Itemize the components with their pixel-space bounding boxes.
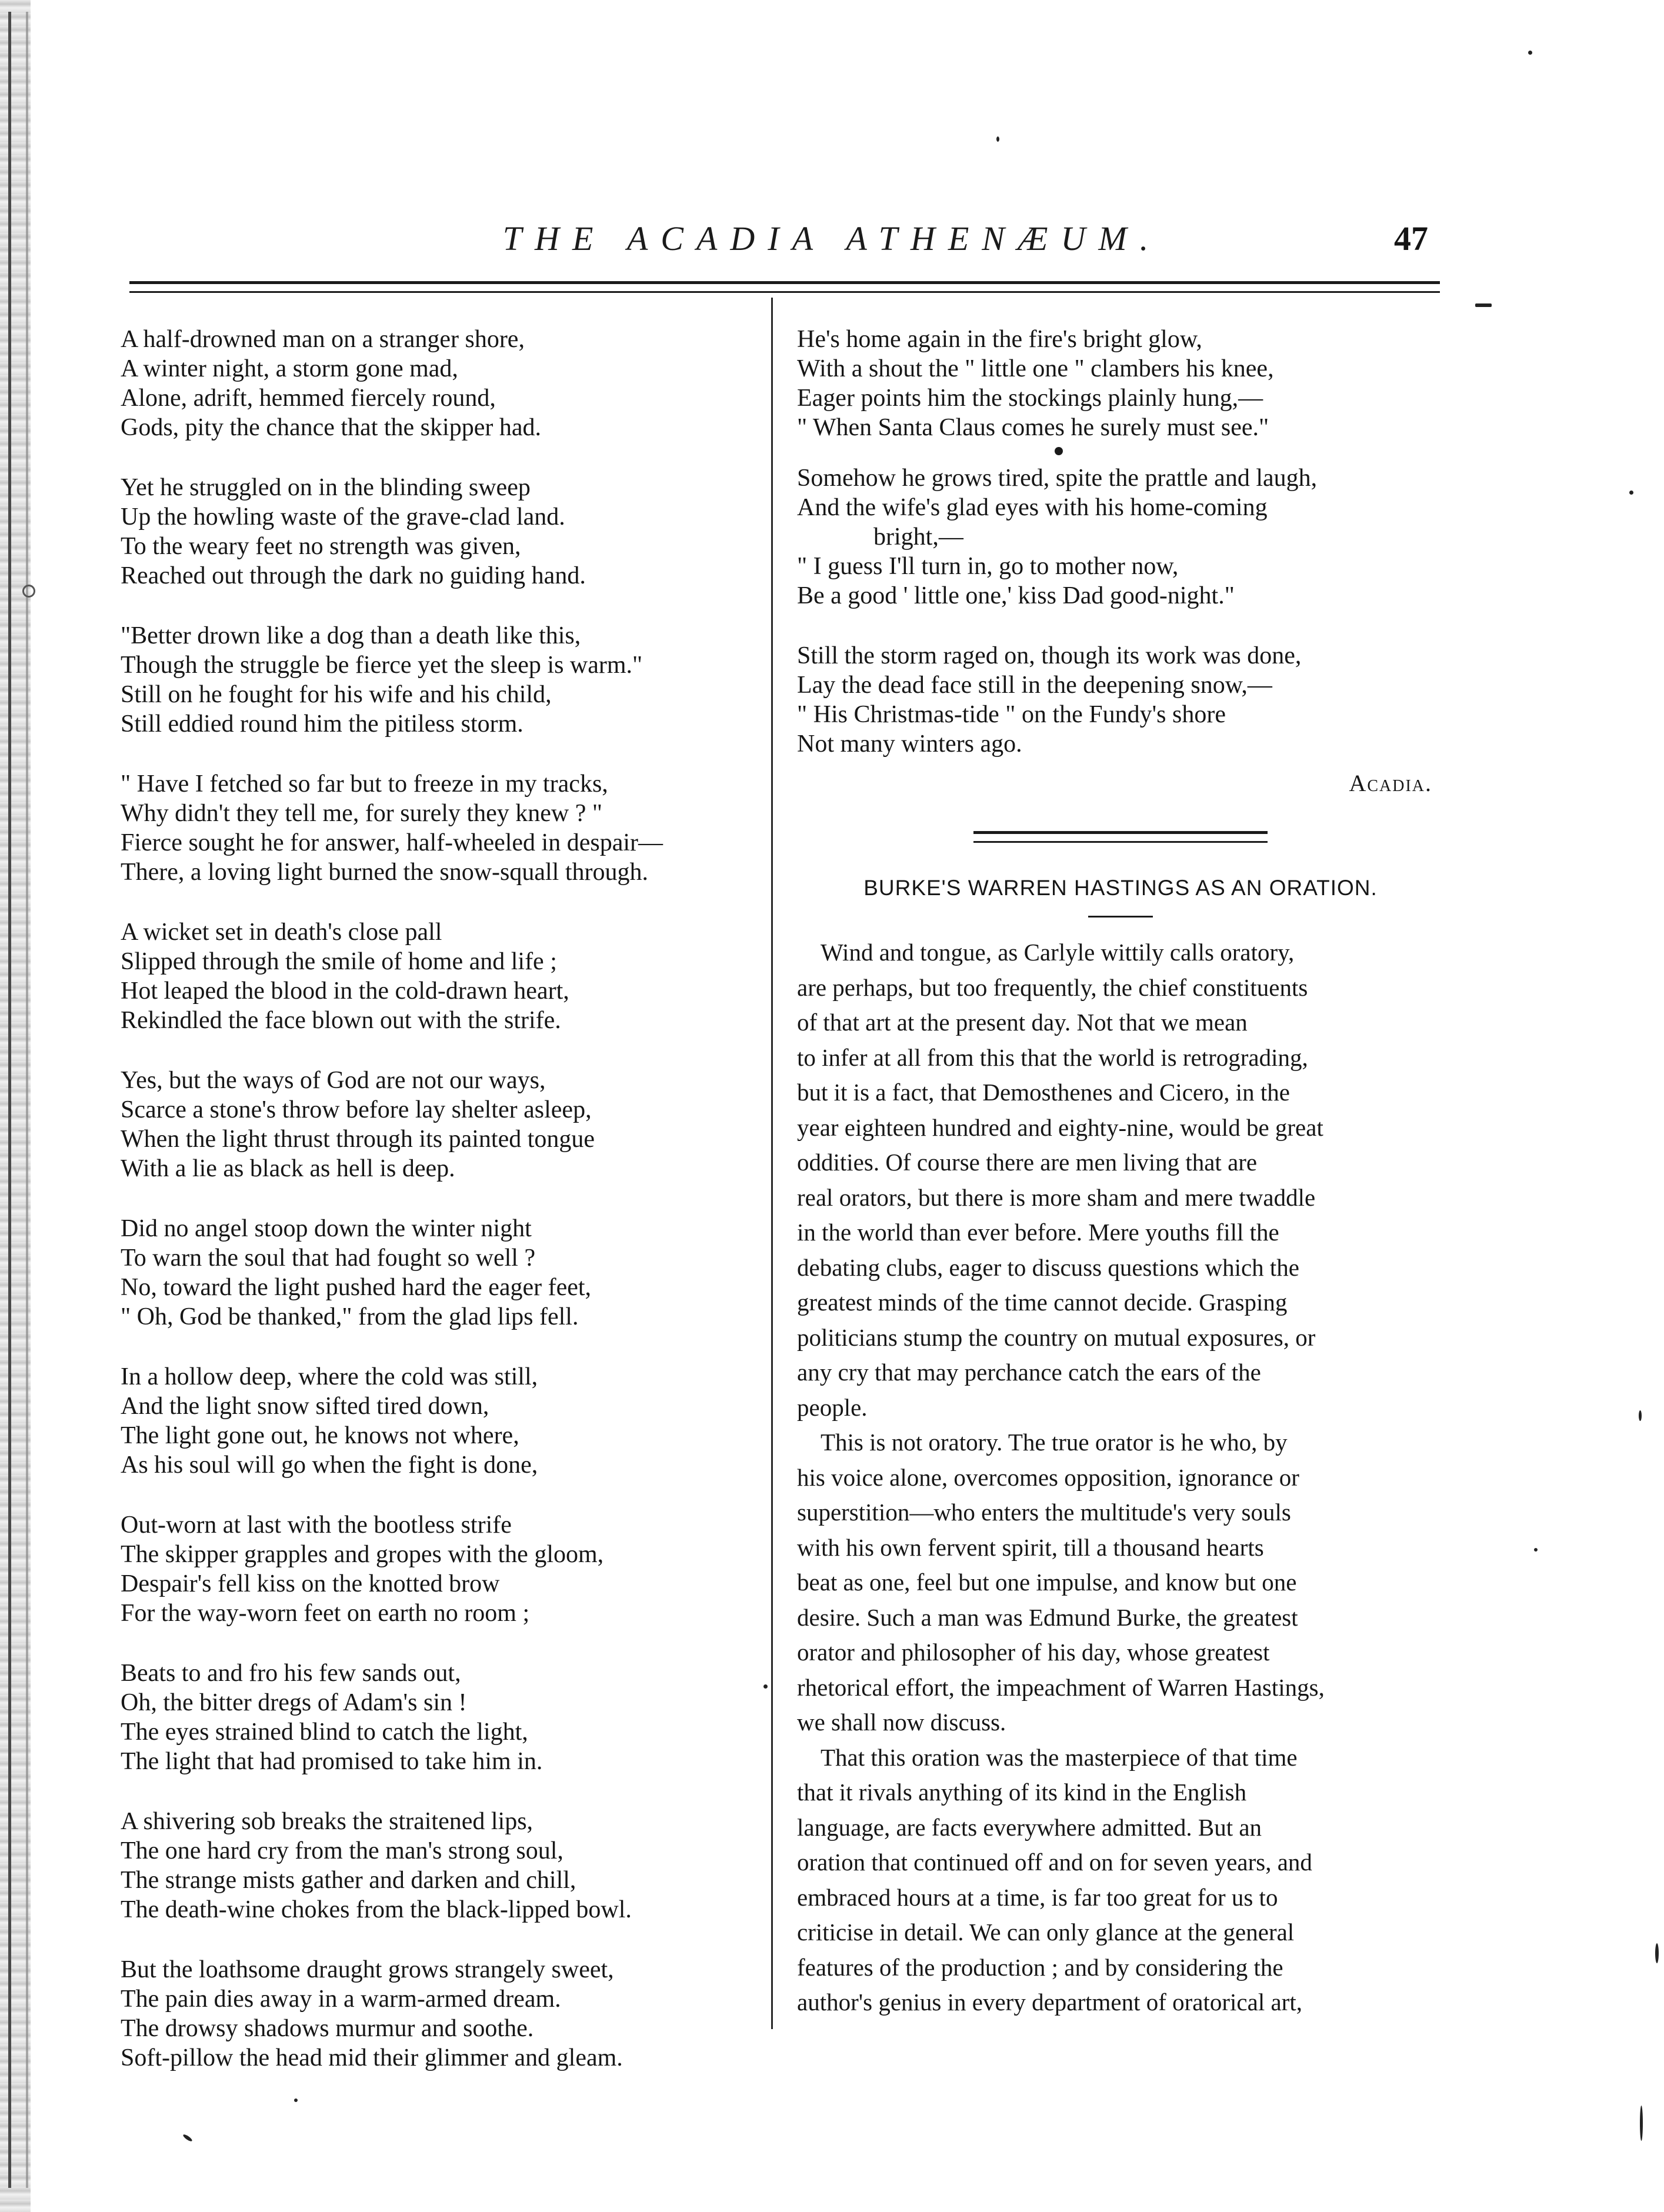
poem-line: " I guess I'll turn in, go to mother now, xyxy=(797,553,1179,580)
poem-line: The strange mists gather and darken and chill, xyxy=(121,1867,576,1894)
article-line: features of the production ; and by considering the xyxy=(797,1953,1283,1981)
article-line: criticise in detail. We can only glance at the general xyxy=(797,1919,1295,1946)
poem-line: Not many winters ago. xyxy=(797,730,1022,758)
poem-line: Be a good ' little one,' kiss Dad good-night." xyxy=(797,582,1235,609)
poem-line: Still eddied round him the pitiless storm. xyxy=(121,710,523,738)
poem-stanza xyxy=(121,918,762,1035)
poem-stanza xyxy=(121,769,762,887)
poem-stanza xyxy=(121,1807,762,1924)
article-line: to infer at all from this that the world is retrograding, xyxy=(797,1043,1308,1071)
article-line: his voice alone, overcomes opposition, ignorance or xyxy=(797,1463,1299,1491)
poem-line: " His Christmas-tide " on the Fundy's shore xyxy=(797,701,1226,728)
article-line: author's genius in every department of oratorical art, xyxy=(797,1989,1302,2016)
scan-speck xyxy=(182,2133,193,2142)
poem-line: No, toward the light pushed hard the eager feet, xyxy=(121,1274,592,1301)
article-line: greatest minds of the time cannot decide. Grasping xyxy=(797,1289,1288,1316)
article-title: BURKE'S WARREN HASTINGS AS AN ORATION. xyxy=(863,876,1378,900)
binding-hole-mark xyxy=(22,585,35,598)
poem-stanza xyxy=(121,325,762,442)
article-line: year eighteen hundred and eighty-nine, would be great xyxy=(797,1113,1323,1141)
poem-line: " When Santa Claus comes he surely must see." xyxy=(797,414,1269,441)
poem-line: The drowsy shadows murmur and soothe. xyxy=(121,2015,534,2042)
poem-line: With a lie as black as hell is deep. xyxy=(121,1155,455,1182)
scan-speck xyxy=(1655,1943,1659,1963)
poem-stanza xyxy=(121,1659,762,1776)
poem-line: When the light thrust through its painted tongue xyxy=(121,1126,595,1153)
poem-line: In a hollow deep, where the cold was still, xyxy=(121,1363,538,1390)
article-line: oddities. Of course there are men living that are xyxy=(797,1149,1258,1176)
poem-line: As his soul will go when the fight is done, xyxy=(121,1452,538,1479)
poem-line: To warn the soul that had fought so well ? xyxy=(121,1245,536,1272)
poem-line: Yes, but the ways of God are not our ways, xyxy=(121,1067,546,1094)
right-column xyxy=(797,325,1444,2020)
poem-stanza xyxy=(797,325,1444,442)
poem-line: bright,— xyxy=(873,523,963,551)
poem-line: The skipper grapples and gropes with the gloom, xyxy=(121,1541,604,1568)
poem-line: Did no angel stoop down the winter night xyxy=(121,1215,532,1242)
scan-edge-line xyxy=(8,12,11,2188)
poem-line: Out-worn at last with the bootless strife xyxy=(121,1512,512,1539)
article-line: This is not oratory. The true orator is he who, by xyxy=(821,1429,1288,1456)
poem-line: " Have I fetched so far but to freeze in my tracks, xyxy=(121,770,608,798)
poem-line: Alone, adrift, hemmed fiercely round, xyxy=(121,385,496,412)
running-title: THE ACADIA ATHENÆUM. xyxy=(502,219,1162,258)
article-line: superstition—who enters the multitude's very souls xyxy=(797,1499,1291,1526)
poem-line: Reached out through the dark no guiding hand. xyxy=(121,562,586,589)
article-line: rhetorical effort, the impeachment of Warren Hastings, xyxy=(797,1673,1325,1701)
poem-line: For the way-worn feet on earth no room ; xyxy=(121,1600,530,1627)
poem-stanza xyxy=(121,1510,762,1628)
scan-speck xyxy=(763,1684,768,1689)
poem-line: Though the struggle be fierce yet the sleep is warm." xyxy=(121,652,643,679)
article-line: embraced hours at a time, is far too great for us to xyxy=(797,1883,1278,1911)
poem-line: Scarce a stone's throw before lay shelter asleep, xyxy=(121,1096,592,1123)
poem-stanza xyxy=(121,1955,762,2073)
poem-line: Hot leaped the blood in the cold-drawn heart, xyxy=(121,977,569,1005)
poem-line: And the light snow sifted tired down, xyxy=(121,1393,489,1420)
poem-line: But the loathsome draught grows strangely sweet, xyxy=(121,1956,614,1983)
article-line: with his own fervent spirit, till a thousand hearts xyxy=(797,1533,1264,1561)
poem-line: Eager points him the stockings plainly hung,— xyxy=(797,385,1263,412)
article-line: politicians stump the country on mutual exposures, or xyxy=(797,1323,1316,1351)
poem-line: Despair's fell kiss on the knotted brow xyxy=(121,1570,500,1597)
section-dot xyxy=(797,442,1444,463)
article-line: people. xyxy=(797,1393,868,1421)
poem-line: Soft-pillow the head mid their glimmer and gleam. xyxy=(121,2044,623,2071)
poem-stanza xyxy=(797,641,1444,759)
poem-line: Slipped through the smile of home and life ; xyxy=(121,948,557,975)
article-line: real orators, but there is more sham and mere twaddle xyxy=(797,1183,1316,1211)
poem-stanza xyxy=(797,463,1444,610)
scan-speck xyxy=(1629,491,1633,495)
article-line: language, are facts everywhere admitted. But an xyxy=(797,1813,1262,1841)
poem-line: Gods, pity the chance that the skipper had. xyxy=(121,414,541,441)
article-line: beat as one, feel but one impulse, and know but one xyxy=(797,1569,1297,1596)
article-line: That this oration was the masterpiece of that time xyxy=(821,1743,1298,1771)
header-rule xyxy=(129,291,1440,293)
poem-line: Still on he fought for his wife and his child, xyxy=(121,681,552,708)
poem-line: " Oh, God be thanked," from the glad lips fell. xyxy=(121,1303,579,1330)
poem-line: Beats to and fro his few sands out, xyxy=(121,1660,461,1687)
article-line: of that art at the present day. Not that we mean xyxy=(797,1009,1248,1036)
poem-line: The light that had promised to take him in. xyxy=(121,1748,543,1775)
poem-line: The one hard cry from the man's strong soul, xyxy=(121,1837,563,1864)
poem-line: With a shout the " little one " clambers his knee, xyxy=(797,355,1274,382)
poem-line: A half-drowned man on a stranger shore, xyxy=(121,326,525,353)
poem-line: The death-wine chokes from the black-lipped bowl. xyxy=(121,1896,632,1923)
column-divider xyxy=(771,298,773,2029)
poem-line: The eyes strained blind to catch the light, xyxy=(121,1719,528,1746)
section-rule xyxy=(973,841,1268,843)
section-rule xyxy=(973,831,1268,834)
poem-line: Fierce sought he for answer, half-wheeled in despair— xyxy=(121,829,663,856)
poem-line: There, a loving light burned the snow-squall through. xyxy=(121,859,648,886)
scan-speck xyxy=(1640,2106,1643,2141)
article-line: oration that continued off and on for seven years, and xyxy=(797,1849,1312,1876)
poem-stanza xyxy=(121,1362,762,1480)
poem-line: A wicket set in death's close pall xyxy=(121,919,442,946)
poem-line: Up the howling waste of the grave-clad land. xyxy=(121,503,565,531)
poem-signature: Acadia. xyxy=(1349,770,1432,796)
poem-line: Why didn't they tell me, for surely they knew ? " xyxy=(121,800,602,827)
article-line: orator and philosopher of his day, whose greatest xyxy=(797,1639,1270,1666)
scan-speck xyxy=(1639,1410,1642,1421)
scan-edge-line xyxy=(26,12,28,2188)
article-line: Wind and tongue, as Carlyle wittily calls oratory, xyxy=(821,939,1295,966)
article-line: but it is a fact, that Demosthenes and Cicero, in the xyxy=(797,1079,1290,1106)
scan-speck xyxy=(1475,303,1492,307)
article-line: in the world than ever before. Mere youths fill the xyxy=(797,1219,1279,1246)
poem-line: Somehow he grows tired, spite the prattle and laugh, xyxy=(797,465,1318,492)
article-line: desire. Such a man was Edmund Burke, the greatest xyxy=(797,1603,1298,1631)
left-column xyxy=(121,325,762,2103)
poem-line: He's home again in the fire's bright glow, xyxy=(797,326,1202,353)
header-rule xyxy=(129,281,1440,284)
poem-line: The pain dies away in a warm-armed dream. xyxy=(121,1986,561,2013)
page-number: 47 xyxy=(1394,219,1428,258)
scan-speck xyxy=(1534,1548,1538,1552)
poem-line: Rekindled the face blown out with the strife. xyxy=(121,1007,561,1034)
poem-line: "Better drown like a dog than a death like this, xyxy=(121,622,581,649)
poem-line: Lay the dead face still in the deepening snow,— xyxy=(797,672,1272,699)
article-line: that it rivals anything of its kind in the English xyxy=(797,1779,1247,1806)
scan-speck xyxy=(996,136,999,142)
poem-stanza xyxy=(121,1214,762,1332)
scan-speck xyxy=(1528,51,1532,55)
article-line: any cry that may perchance catch the ears of the xyxy=(797,1359,1261,1386)
poem-line: The light gone out, he knows not where, xyxy=(121,1422,519,1449)
poem-stanza xyxy=(121,473,762,590)
article-body xyxy=(797,935,1444,2020)
article-line: debating clubs, eager to discuss questions which the xyxy=(797,1253,1299,1281)
poem-line: Still the storm raged on, though its work was done, xyxy=(797,642,1302,669)
poem-stanza xyxy=(121,621,762,739)
poem-stanza xyxy=(121,1066,762,1183)
poem-line: Yet he struggled on in the blinding sweep xyxy=(121,474,531,501)
article-line: we shall now discuss. xyxy=(797,1709,1006,1736)
poem-line: A shivering sob breaks the straitened lips, xyxy=(121,1808,533,1835)
poem-line: To the weary feet no strength was given, xyxy=(121,533,521,560)
title-rule xyxy=(1088,916,1153,918)
article-line: are perhaps, but too frequently, the chief constituents xyxy=(797,973,1308,1001)
poem-line: And the wife's glad eyes with his home-coming xyxy=(797,494,1268,521)
poem-line: Oh, the bitter dregs of Adam's sin ! xyxy=(121,1689,467,1716)
poem-line: A winter night, a storm gone mad, xyxy=(121,355,458,382)
